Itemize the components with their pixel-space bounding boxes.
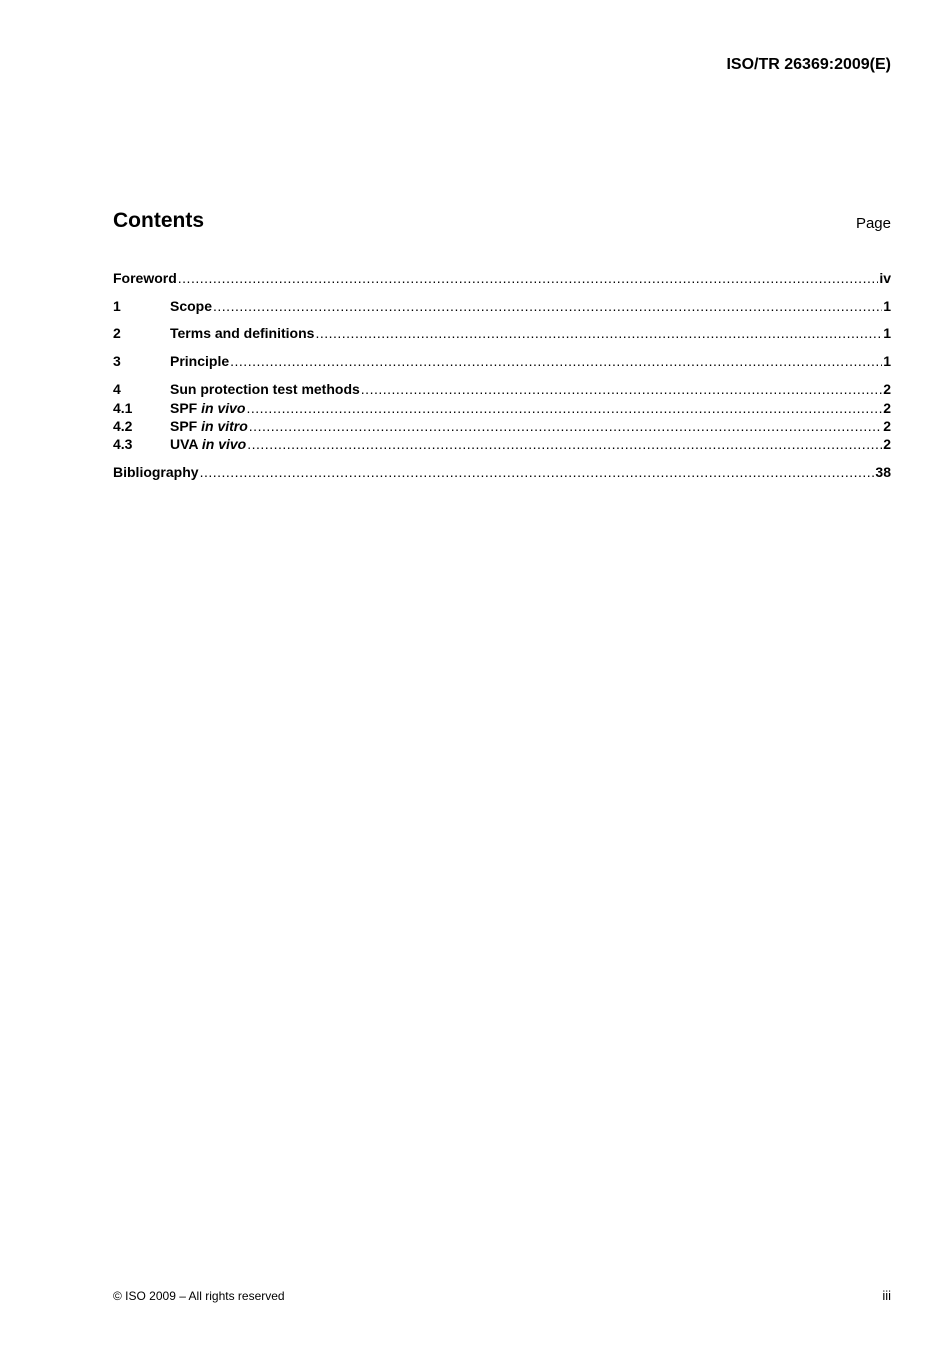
toc-entry-bibliography[interactable] bbox=[113, 463, 891, 481]
toc-entry-page: 1 bbox=[883, 325, 891, 341]
toc-entry-number: 3 bbox=[113, 353, 121, 369]
toc-entry-sun-protection[interactable] bbox=[113, 380, 891, 398]
toc-dot-leader bbox=[200, 463, 875, 481]
toc-dot-leader bbox=[247, 435, 882, 453]
toc-dot-leader bbox=[230, 352, 882, 370]
toc-entry-title: SPF in vivo bbox=[170, 400, 246, 416]
toc-entry-title: Terms and definitions bbox=[170, 325, 315, 341]
footer-page-number: iii bbox=[882, 1288, 891, 1303]
toc-dot-leader bbox=[249, 417, 882, 435]
toc-entry-page: 2 bbox=[883, 436, 891, 452]
toc-entry-title: Bibliography bbox=[113, 464, 199, 480]
toc-entry-page: 38 bbox=[875, 464, 891, 480]
toc-entry-principle[interactable] bbox=[113, 352, 891, 370]
toc-entry-title: SPF in vitro bbox=[170, 418, 248, 434]
toc-entry-title: Principle bbox=[170, 353, 230, 369]
toc-entry-title: Scope bbox=[170, 298, 213, 314]
toc-entry-page: 2 bbox=[883, 381, 891, 397]
toc-dot-leader bbox=[246, 399, 882, 417]
page-column-label: Page bbox=[855, 215, 891, 232]
contents-heading: Contents bbox=[113, 209, 204, 232]
toc-entry-number: 4 bbox=[113, 381, 121, 397]
toc-dot-leader bbox=[361, 380, 882, 398]
toc-entry-number: 4.2 bbox=[113, 418, 133, 434]
toc-entry-foreword[interactable] bbox=[113, 269, 891, 287]
toc-entry-scope[interactable] bbox=[113, 297, 891, 315]
toc-entry-page: 1 bbox=[883, 298, 891, 314]
toc-entry-terms[interactable] bbox=[113, 324, 891, 342]
toc-entry-spf-in-vitro[interactable] bbox=[113, 417, 891, 435]
toc-entry-number: 4.3 bbox=[113, 436, 133, 452]
toc-entry-title: Foreword bbox=[113, 270, 177, 286]
toc-entry-page: 2 bbox=[883, 400, 891, 416]
toc-entry-number: 1 bbox=[113, 298, 121, 314]
toc-entry-page: iv bbox=[879, 270, 891, 286]
footer-copyright: © ISO 2009 – All rights reserved bbox=[113, 1289, 285, 1303]
toc-entry-number: 4.1 bbox=[113, 400, 133, 416]
toc-entry-spf-in-vivo[interactable] bbox=[113, 399, 891, 417]
toc-dot-leader bbox=[315, 324, 882, 342]
toc-entry-page: 2 bbox=[883, 418, 891, 434]
toc-dot-leader bbox=[178, 269, 879, 287]
toc-dot-leader bbox=[213, 297, 882, 315]
toc-entry-number: 2 bbox=[113, 325, 121, 341]
toc-entry-title: UVA in vivo bbox=[170, 436, 247, 452]
toc-entry-uva-in-vivo[interactable] bbox=[113, 435, 891, 453]
toc-entry-title: Sun protection test methods bbox=[170, 381, 360, 397]
toc-entry-page: 1 bbox=[883, 353, 891, 369]
document-id: ISO/TR 26369:2009(E) bbox=[726, 56, 891, 73]
